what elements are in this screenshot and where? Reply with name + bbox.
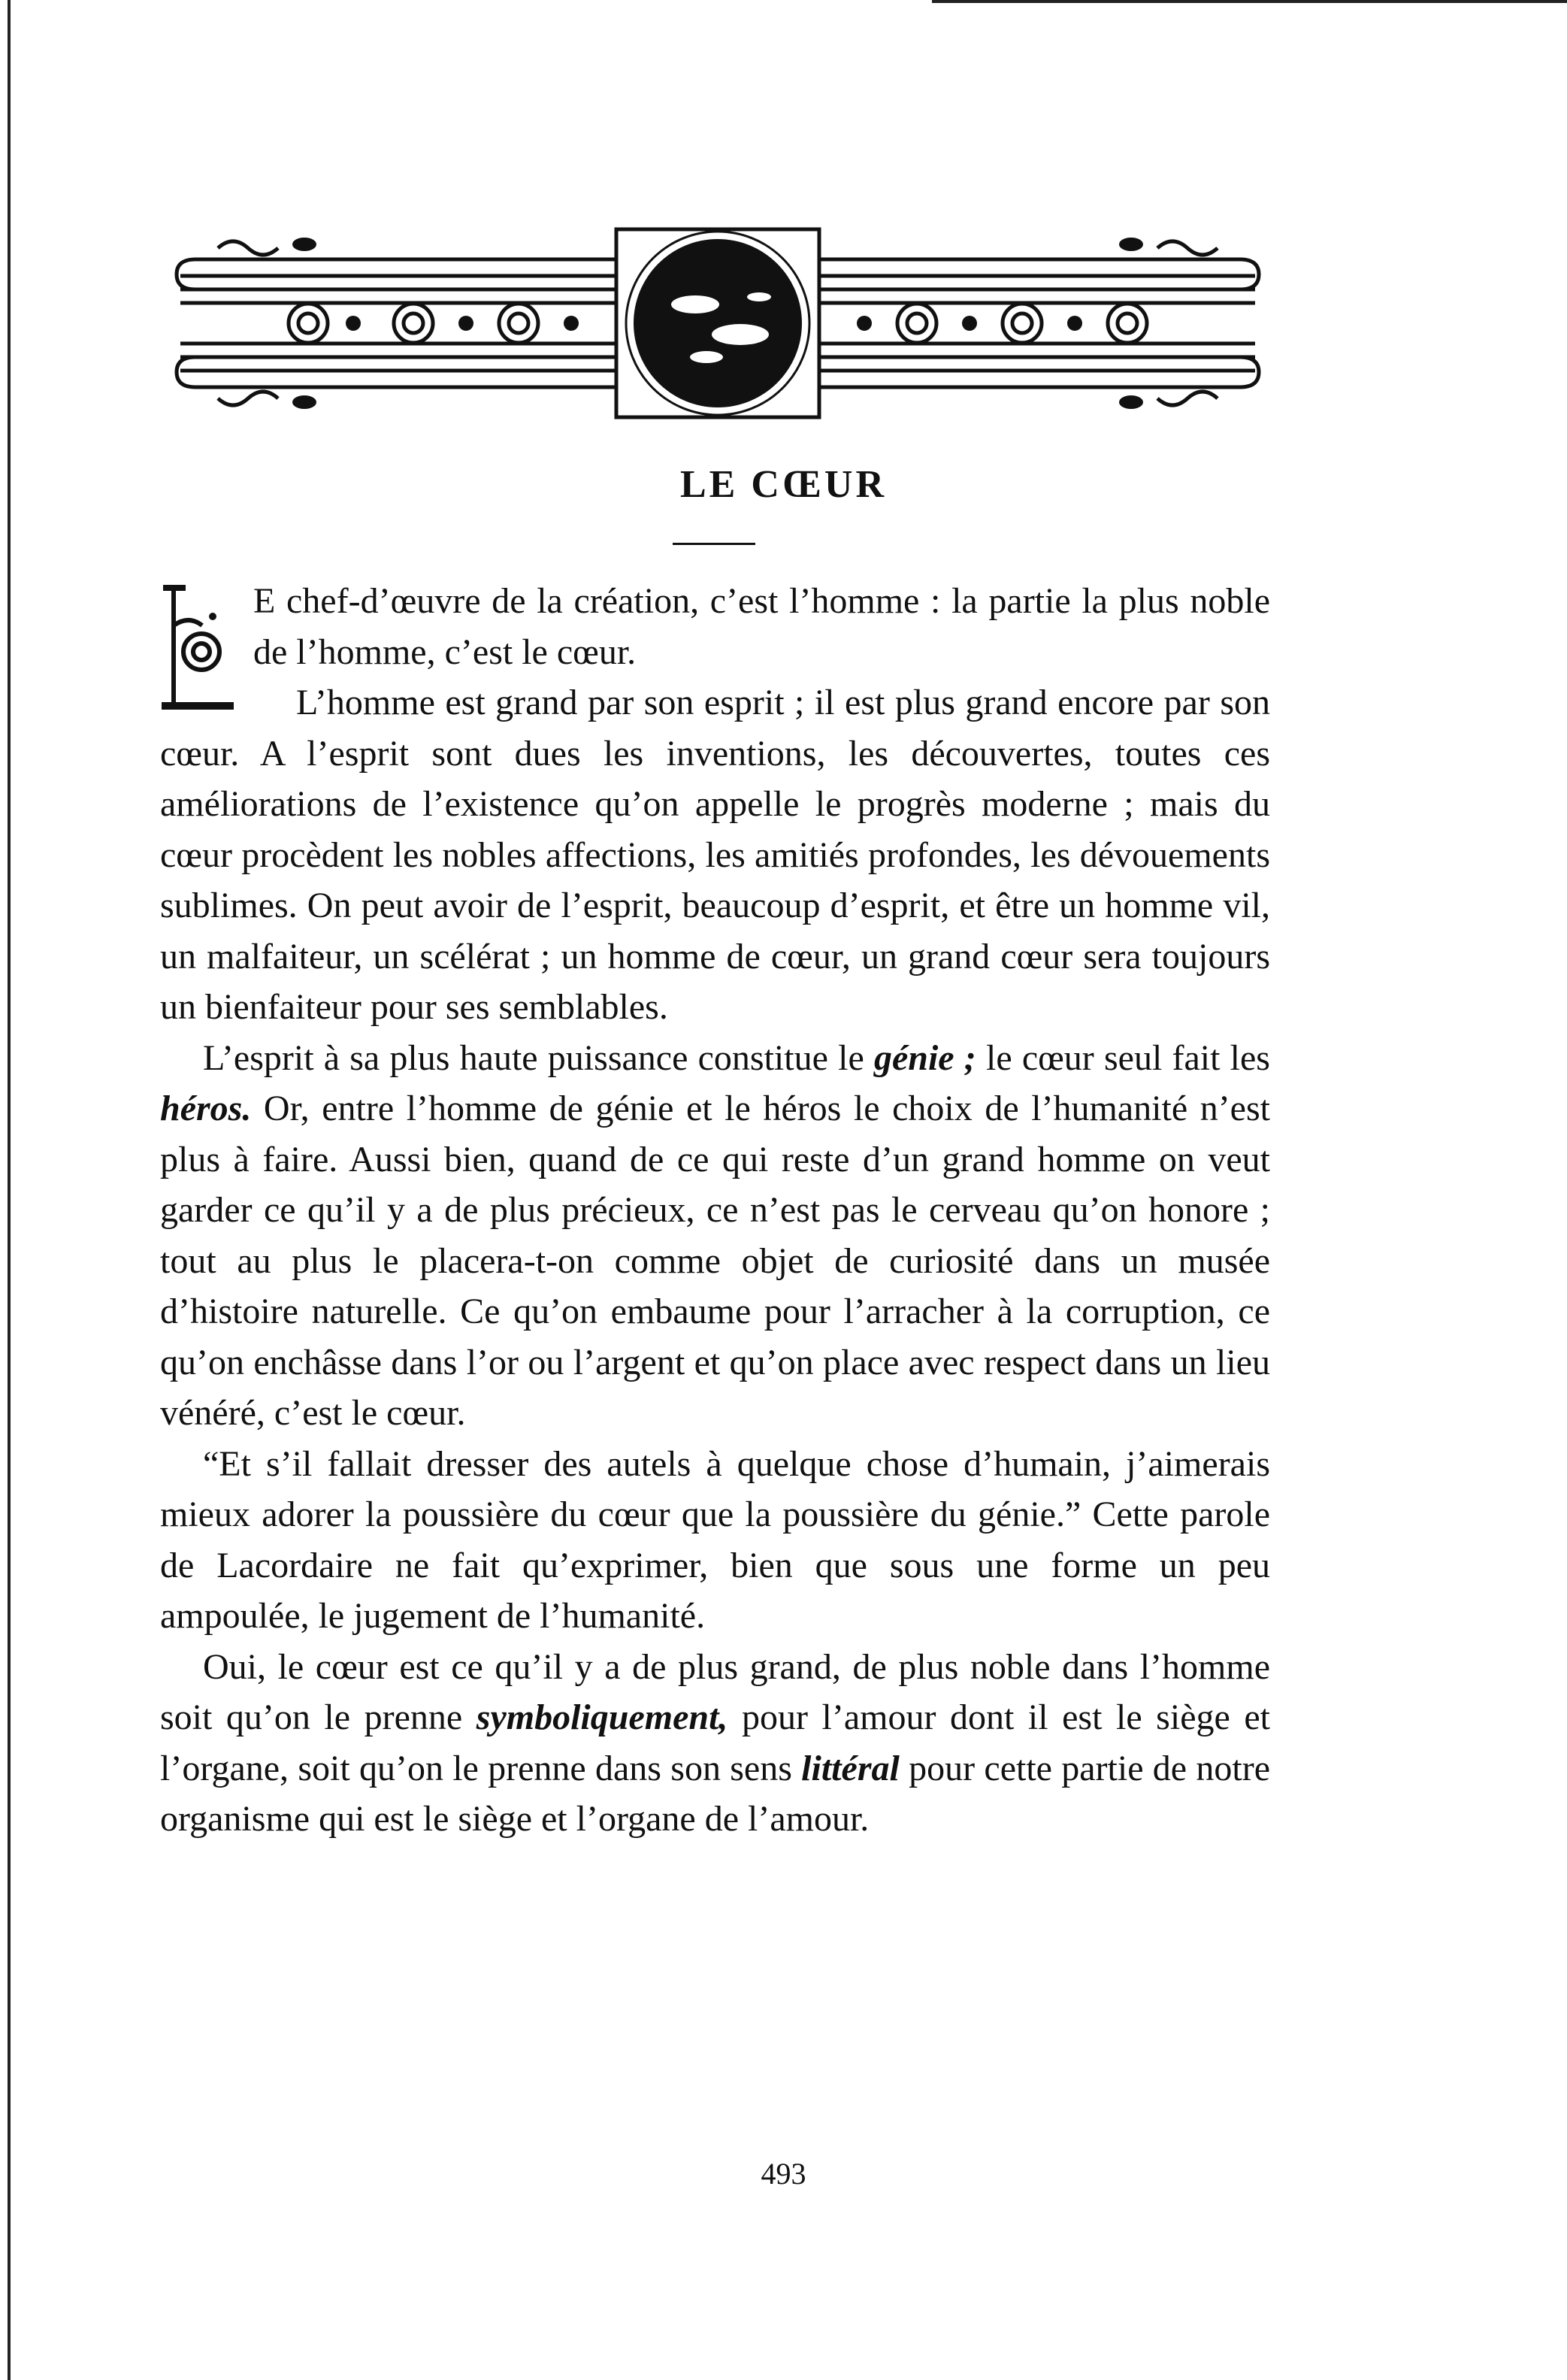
- paragraph-5-part-3: pour cette partie de notre organisme qui est le siège et l’organe de l’amour.: [160, 1748, 1270, 1839]
- paragraph-5-emphasis-2: littéral: [801, 1748, 900, 1788]
- paragraph-3-emphasis-2: héros.: [160, 1089, 252, 1128]
- paragraph-5-emphasis-1: symboliquement,: [476, 1697, 728, 1737]
- dropcap-l: [160, 580, 235, 716]
- body-text: [160, 576, 1270, 1845]
- paragraph-2: L’homme est grand par son esprit ; il est plus grand encore par son cœur. A l’esprit sont dues les inventions, les découvertes, toutes ces améliorations de l’existence qu’on appelle le progrès moderne ; mais du cœur procèdent les nobles affections, les amitiés profondes, les dévouements sublimes. On peut avoir de l’esprit, beaucoup d’esprit, et être un homme vil, un malfaiteur, un scélérat ; un homme de cœur, un grand cœur sera toujours un bienfaiteur pour ses semblables.: [160, 683, 1270, 1027]
- paragraph-4: “Et s’il fallait dresser des autels à quelque chose d’humain, j’aimerais mieux adorer la poussière du cœur que la poussière du génie.” Cette parole de Lacordaire ne fait qu’exprimer, bien que sous une forme un peu ampoulée, le jugement de l’humanité.: [160, 1443, 1270, 1636]
- paragraph-1: [160, 576, 1270, 677]
- paragraph-3: [160, 1033, 1270, 1439]
- paragraph-5-part-1: Oui, le cœur est ce qu’il y a de plus grand, de plus noble dans l’homme soit qu’on le prenne: [160, 1646, 1270, 1737]
- paragraph-3-part-1: L’esprit à sa plus haute puissance constitue le: [203, 1037, 874, 1078]
- paragraph-3-part-3: Or, entre l’homme de génie et le héros le choix de l’humanité n’est plus à faire. Aussi bien, quand de ce qui reste d’un grand homme on veut garder ce qu’il y a de plus précieux, ce n’est pas le cerveau qu’on honore ; tout au plus le placera-t-on comme objet de curiosité dans un musée d’histoire naturelle. Ce qu’on embaume pour l’arracher à la corruption, ce qu’on enchâsse dans l’or ou l’argent et qu’on place avec respect dans un lieu vénéré, c’est le cœur.: [160, 1089, 1270, 1433]
- paragraph-3-emphasis-1: génie ;: [873, 1037, 976, 1078]
- chapter-title: LE CŒUR: [679, 463, 888, 506]
- paragraph-5: [160, 1642, 1270, 1845]
- paragraph-1-text: E chef-d’œuvre de la création, c’est l’homme : la partie la plus noble de l’homme, c’est le cœur.: [253, 581, 1270, 672]
- page-number: 493: [761, 2157, 806, 2191]
- paragraph-5-part-2: pour l’amour dont il est le siège et l’organe, soit qu’on le prenne dans son sens: [160, 1697, 1270, 1788]
- page-edge-top: [932, 0, 1567, 3]
- paragraph-3-part-2: le cœur seul fait les: [976, 1037, 1270, 1078]
- page-edge-left: [8, 0, 11, 2380]
- title-rule: [673, 543, 755, 545]
- headpiece-ornament: [165, 214, 1270, 432]
